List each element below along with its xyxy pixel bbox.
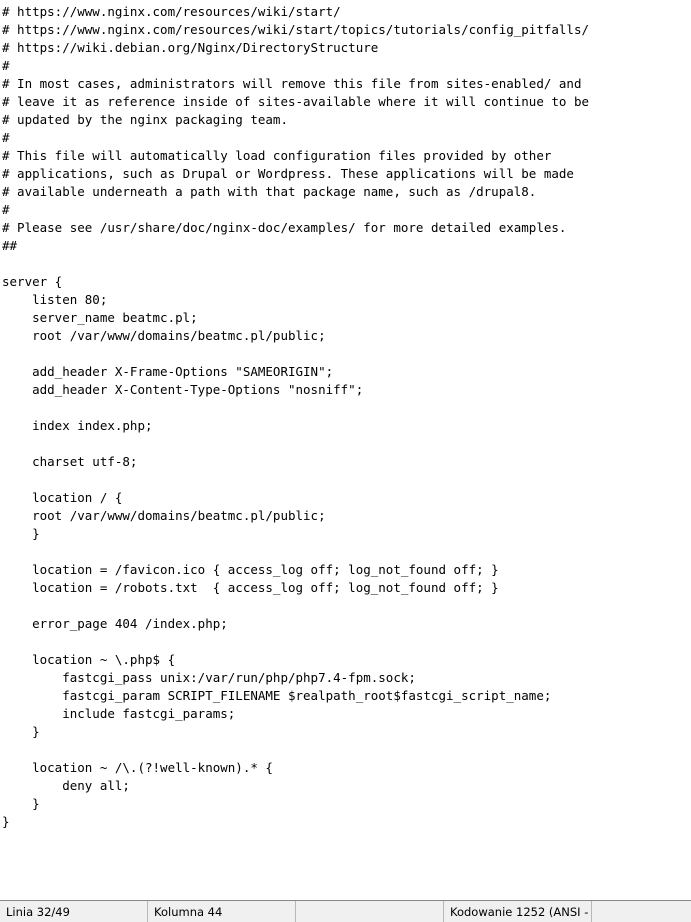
code-line: index index.php;: [2, 418, 153, 433]
code-line: error_page 404 /index.php;: [2, 616, 228, 631]
code-line: }: [2, 526, 40, 541]
code-line: location ~ /\.(?!well-known).* {: [2, 760, 273, 775]
code-line: [0, 633, 691, 651]
code-line: [0, 399, 691, 417]
code-line: add_header X-Content-Type-Options "nosniff";: [2, 382, 364, 397]
code-line: [0, 435, 691, 453]
code-line: fastcgi_pass unix:/var/run/php/php7.4-fpm.sock;: [2, 670, 416, 685]
code-line: location / {: [2, 490, 123, 505]
code-line: server {: [2, 274, 63, 289]
status-line-position: Linia 32/49: [0, 901, 148, 922]
status-bar: [0, 900, 691, 922]
code-line: root /var/www/domains/beatmc.pl/public;: [2, 508, 326, 523]
code-line: #: [2, 58, 10, 73]
code-line: root /var/www/domains/beatmc.pl/public;: [2, 328, 326, 343]
code-line: deny all;: [2, 778, 130, 793]
code-line: }: [2, 814, 10, 829]
code-line: #: [2, 202, 10, 217]
code-line: # available underneath a path with that package name, such as /drupal8.: [2, 184, 537, 199]
code-line: }: [2, 724, 40, 739]
code-line: fastcgi_param SCRIPT_FILENAME $realpath_root$fastcgi_script_name;: [2, 688, 552, 703]
code-line: [0, 741, 691, 759]
code-line: add_header X-Frame-Options "SAMEORIGIN";: [2, 364, 334, 379]
code-line: location ~ \.php$ {: [2, 652, 176, 667]
status-column-position: Kolumna 44: [148, 901, 296, 922]
code-line: location = /robots.txt { access_log off; log_not_found off; }: [2, 580, 499, 595]
code-line: }: [2, 796, 40, 811]
code-line: [0, 597, 691, 615]
code-line: # leave it as reference inside of sites-available where it will continue to be: [2, 94, 589, 109]
code-line: charset utf-8;: [2, 454, 138, 469]
status-encoding: Kodowanie 1252 (ANSI -: [444, 901, 592, 922]
code-line: # https://wiki.debian.org/Nginx/DirectoryStructure: [2, 40, 379, 55]
code-line: # applications, such as Drupal or Wordpress. These applications will be made: [2, 166, 574, 181]
status-extra-cell: [592, 901, 691, 922]
code-line: [0, 255, 691, 273]
code-line: server_name beatmc.pl;: [2, 310, 198, 325]
code-line: [0, 543, 691, 561]
code-line: # https://www.nginx.com/resources/wiki/start/: [2, 4, 341, 19]
code-line: # This file will automatically load configuration files provided by other: [2, 148, 552, 163]
code-line: # Please see /usr/share/doc/nginx-doc/examples/ for more detailed examples.: [2, 220, 567, 235]
code-line: [0, 471, 691, 489]
code-line: ##: [2, 238, 18, 253]
code-line: location = /favicon.ico { access_log off; log_not_found off; }: [2, 562, 499, 577]
code-line: # In most cases, administrators will remove this file from sites-enabled/ and: [2, 76, 582, 91]
code-line: # https://www.nginx.com/resources/wiki/start/topics/tutorials/config_pitfalls/: [2, 22, 589, 37]
code-line: listen 80;: [2, 292, 108, 307]
status-empty-cell: [296, 901, 444, 922]
code-line: include fastcgi_params;: [2, 706, 236, 721]
code-line: [0, 345, 691, 363]
code-line: #: [2, 130, 10, 145]
code-line: # updated by the nginx packaging team.: [2, 112, 288, 127]
